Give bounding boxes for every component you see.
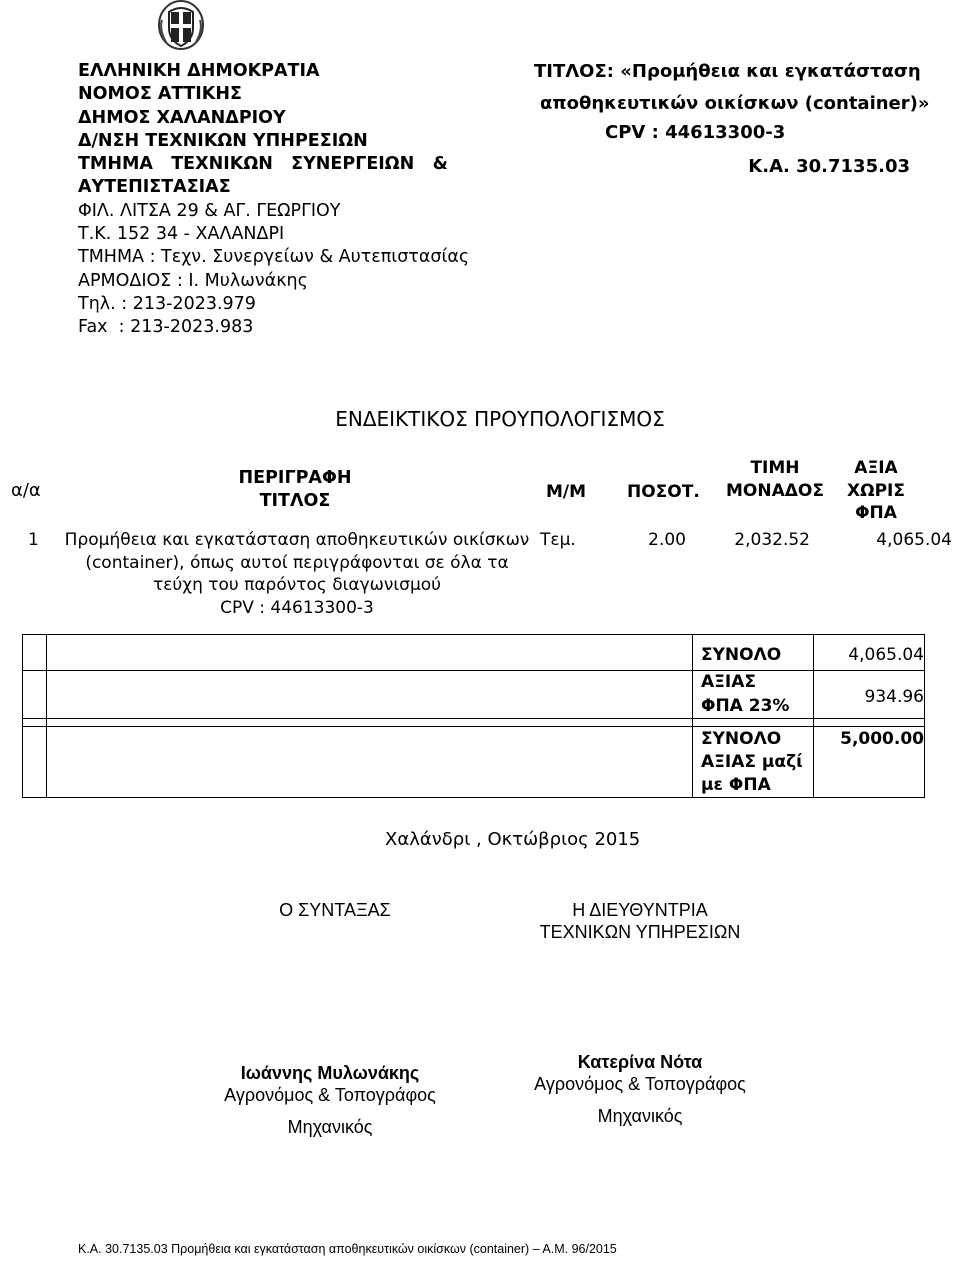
row-unit-price: 2,032.52 (734, 530, 810, 550)
totals-cell-blank (47, 671, 693, 719)
vat-label-cell (693, 671, 814, 719)
col-header-description (180, 467, 410, 512)
vat-value-cell (814, 671, 925, 719)
col-header-quantity: ΠΟΣΟΤ. (627, 482, 700, 502)
row-description-line: (container), όπως αυτοί περιγράφονται σε όλα τα (85, 552, 509, 573)
totals-cell-blank (23, 727, 47, 798)
subtotal-label-line1: ΣΥΝΟΛΟ (701, 645, 782, 665)
director-title: Αγρονόμος & Τοπογράφος (534, 1074, 746, 1094)
row-aa: 1 (28, 530, 39, 550)
totals-cell-blank (23, 635, 47, 671)
author-title2: Μηχανικός (287, 1117, 373, 1137)
address-line: ΤΜΗΜΑ : Τεχν. Συνεργείων & Αυτεπιστασίας (78, 247, 470, 268)
project-title-line: αποθηκευτικών οικίσκων (container)» (540, 92, 930, 114)
place-date: Χαλάνδρι , Οκτώβριος 2015 (385, 829, 641, 850)
greek-coat-of-arms-icon (156, 0, 206, 50)
project-title-block (530, 60, 930, 178)
author-name: Ιωάννης Μυλωνάκης (240, 1063, 420, 1083)
address-line: Τ.Κ. 152 34 - ΧΑΛΑΝΔΡΙ (78, 224, 285, 245)
col-header-value-excl-vat (836, 457, 916, 525)
budget-code: Κ.Α. 30.7135.03 (748, 155, 910, 177)
fax-line: Fax : 213-2023.983 (78, 317, 254, 338)
col-header-value-line1: ΑΞΙΑ (854, 458, 898, 478)
col-header-unit-price (715, 457, 835, 502)
vat-value: 934.96 (864, 687, 924, 707)
author-role: Ο ΣΥΝΤΑΞΑΣ (279, 900, 391, 920)
col-header-value-line3: ΦΠΑ (855, 503, 897, 523)
totals-cell-blank (47, 635, 693, 671)
row-value: 4,065.04 (876, 530, 952, 550)
col-header-value-line2: ΧΩΡΙΣ (847, 480, 905, 501)
row-unit: Τεμ. (540, 530, 576, 550)
row-description-line: τεύχη του παρόντος διαγωνισμού (152, 575, 441, 595)
address-line: ΑΡΜΟΔΙΟΣ : Ι. Μυλωνάκης (78, 270, 308, 291)
totals-cell-blank (693, 719, 814, 727)
col-header-unit-price-line1: ΤΙΜΗ (750, 458, 800, 478)
subtotal-value-cell (814, 635, 925, 671)
row-description (62, 529, 532, 619)
col-header-unit-price-line2: ΜΟΝΑΔΟΣ (726, 480, 824, 501)
issuer-line: ΝΟΜΟΣ ΑΤΤΙΚΗΣ (78, 84, 242, 105)
author-title: Αγρονόμος & Τοπογράφος (224, 1085, 436, 1105)
subtotal-value: 4,065.04 (848, 645, 924, 665)
director-role-line2: ΤΕΧΝΙΚΩΝ ΥΠΗΡΕΣΙΩΝ (539, 922, 741, 942)
project-title-line: ΤΙΤΛΟΣ: «Προμήθεια και εγκατάσταση (534, 61, 921, 82)
grand-total-label-cell (693, 727, 814, 798)
grand-total-label-line1: ΣΥΝΟΛΟ (701, 729, 782, 749)
col-header-description-line1: ΠΕΡΙΓΡΑΦΗ (238, 468, 352, 488)
page-footer: Κ.Α. 30.7135.03 Προμήθεια και εγκατάσταση αποθηκευτικών οικίσκων (container) – Α.Μ. 96/2015 (78, 1242, 617, 1256)
row-description-line: Προμήθεια και εγκατάσταση αποθηκευτικών οικίσκων (64, 530, 530, 550)
issuer-line: ΕΛΛΗΝΙΚΗ ΔΗΜΟΚΡΑΤΙΑ (78, 61, 320, 81)
vat-label: ΦΠΑ 23% (701, 696, 790, 716)
subtotal-label-cell (693, 635, 814, 671)
grand-total-label-line2: ΑΞΙΑΣ μαζί (701, 752, 803, 772)
director-role-line1: Η ΔΙΕΥΘΥΝΤΡΙΑ (572, 900, 708, 920)
col-header-aa: α/α (11, 480, 41, 501)
col-header-description-line2: ΤΙΤΛΟΣ (259, 490, 331, 511)
phone-line: Τηλ. : 213-2023.979 (78, 293, 256, 314)
issuer-block (78, 60, 469, 340)
row-quantity: 2.00 (648, 530, 686, 550)
address-line: ΦΙΛ. ΛΙΤΣΑ 29 & ΑΓ. ΓΕΩΡΓΙΟΥ (78, 200, 341, 221)
totals-cell-blank (814, 719, 925, 727)
page-title: ΕΝΔΕΙΚΤΙΚΟΣ ΠΡΟΥΠΟΛΟΓΙΣΜΟΣ (335, 407, 665, 431)
totals-cell-blank (23, 719, 47, 727)
issuer-line: ΤΜΗΜΑ ΤΕΧΝΙΚΩΝ ΣΥΝΕΡΓΕΙΩΝ & (78, 154, 448, 175)
grand-total-value-cell (814, 727, 925, 798)
subtotal-label-line2: ΑΞΙΑΣ (701, 672, 756, 692)
cpv-code: CPV : 44613300-3 (605, 122, 786, 143)
director-signature-block (490, 1051, 790, 1127)
row-description-line: CPV : 44613300-3 (220, 597, 374, 618)
issuer-line: Δ/ΝΣΗ ΤΕΧΝΙΚΩΝ ΥΠΗΡΕΣΙΩΝ (78, 130, 368, 151)
director-title2: Μηχανικός (597, 1106, 683, 1126)
director-name: Κατερίνα Νότα (577, 1052, 703, 1072)
author-signature-block (180, 1062, 480, 1138)
totals-table (22, 634, 925, 798)
issuer-line: ΔΗΜΟΣ ΧΑΛΑΝΔΡΙΟΥ (78, 107, 286, 128)
director-role (500, 899, 780, 943)
totals-cell-blank (47, 727, 693, 798)
totals-cell-blank (23, 671, 47, 719)
grand-total-label-line3: με ΦΠΑ (701, 775, 771, 795)
grand-total-value: 5,000.00 (840, 729, 924, 749)
totals-cell-blank (47, 719, 693, 727)
col-header-unit: Μ/Μ (546, 482, 587, 502)
issuer-line: ΑΥΤΕΠΙΣΤΑΣΙΑΣ (78, 177, 231, 198)
